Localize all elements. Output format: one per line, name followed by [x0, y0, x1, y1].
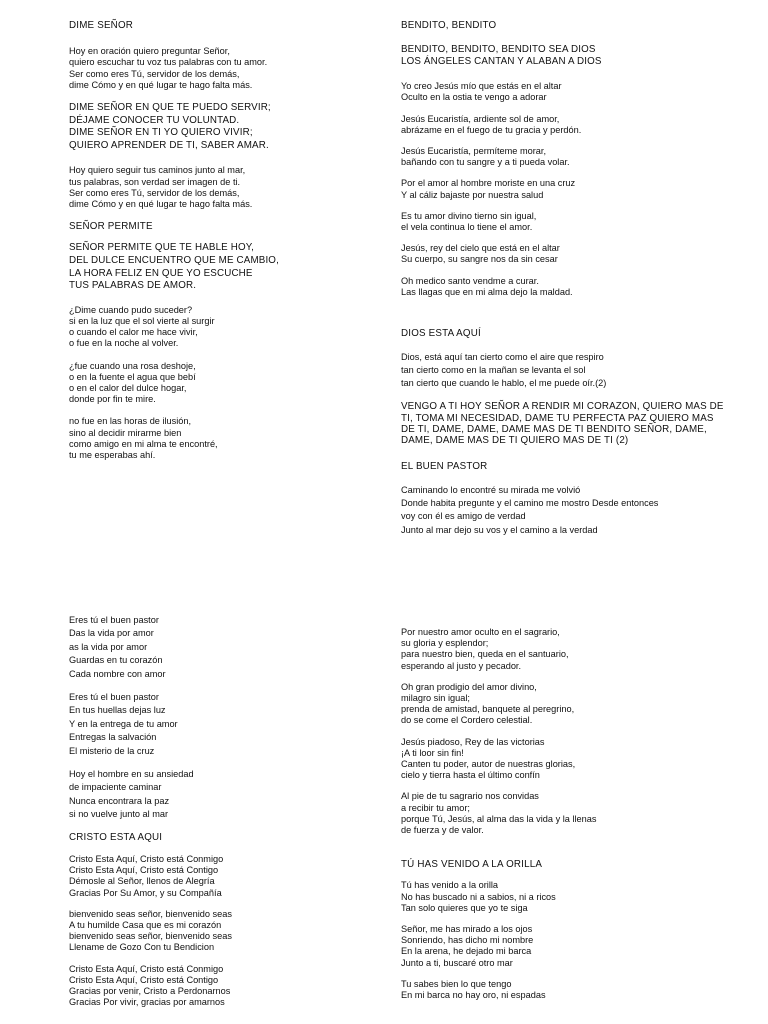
lyric-line: Su cuerpo, su sangre nos da sin cesar: [401, 254, 558, 265]
lyric-line: Hoy quiero seguir tus caminos junto al mar,: [69, 165, 246, 176]
lyric-line: si no vuelve junto al mar: [69, 809, 169, 820]
lyric-line: Nunca encontrara la paz: [69, 795, 170, 806]
lyric-line: Guardas en tu corazón: [69, 655, 163, 666]
verse: [401, 484, 731, 537]
chorus: VENGO A TI HOY SEÑOR A RENDIR MI CORAZON, QUIERO MAS DE TI, TOMA MI NECESIDAD, DAME TU PERFECTA PAZ QUIERO MAS DE TI, DAME, DAME, DAME MAS DE TI BENDITO SEÑOR, DAME, DAME, DAME MAS DE TI QUIERO MAS DE TI (2): [401, 401, 724, 447]
lyric-line: ¿Dime cuando pudo suceder?: [69, 304, 193, 315]
verse: [69, 691, 369, 758]
lyric-line: No has buscado ni a sabios, ni a ricos: [401, 891, 556, 902]
verse: [401, 791, 731, 836]
lyric-line: bienvenido seas señor, bienvenido seas: [69, 931, 232, 942]
song-title-senor-permite: SEÑOR PERMITE: [69, 221, 153, 233]
lyric-line: prenda de amistad, banquete al peregrino,: [401, 704, 575, 715]
lyric-line: Es tu amor divino tierno sin igual,: [401, 210, 537, 221]
lyric-line: tu me esperabas ahí.: [69, 450, 156, 461]
lyric-line: Cristo Esta Aquí, Cristo está Contigo: [69, 974, 219, 985]
song-title-dime-senor: DIME SEÑOR: [69, 20, 134, 31]
lyric-line: Por nuestro amor oculto en el sagrario,: [401, 627, 560, 637]
lyric-line: Al pie de tu sagrario nos convidas: [401, 791, 539, 802]
lyric-line: LA HORA FELIZ EN QUE YO ESCUCHE: [69, 267, 253, 279]
verse: [69, 361, 369, 406]
lyric-line: Tu sabes bien lo que tengo: [401, 978, 512, 989]
chorus: [69, 102, 369, 152]
song-title-cristo-esta-aqui: CRISTO ESTA AQUI: [69, 831, 163, 843]
lyric-line: a recibir tu amor;: [401, 802, 470, 813]
verse: [69, 909, 369, 954]
right-bottom-column: [401, 627, 731, 1001]
lyric-line: donde por fin te mire.: [69, 394, 156, 405]
lyric-line: abrázame en el fuego de tu gracia y perdón.: [401, 124, 582, 135]
right-top-column: [401, 20, 731, 537]
lyric-line: Cristo Esta Aquí, Cristo está Contigo: [69, 865, 219, 876]
lyric-line: Hoy el hombre en su ansiedad: [69, 769, 194, 780]
lyric-line: SEÑOR PERMITE QUE TE HABLE HOY,: [69, 242, 255, 254]
lyric-line: Por el amor al hombre moriste en una cruz: [401, 178, 576, 189]
lyric-line: TUS PALABRAS DE AMOR.: [69, 280, 197, 292]
lyric-line: o en la fuente el agua que bebí: [69, 371, 196, 382]
verse: [401, 924, 731, 969]
chorus: [401, 44, 731, 67]
verse: [401, 979, 731, 1001]
lyric-line: En tus huellas dejas luz: [69, 705, 166, 716]
song-title-tu-has-venido: TÚ HAS VENIDO A LA ORILLA: [401, 859, 543, 871]
lyric-line: Oh medico santo vendme a curar.: [401, 275, 539, 286]
lyric-line: el vela continua lo tiene el amor.: [401, 222, 533, 233]
lyric-line: DÉJAME CONOCER TU VOLUNTAD.: [69, 114, 240, 126]
lyric-line: Oculto en la ostia te vengo a adorar: [401, 92, 547, 103]
verse: [69, 305, 369, 350]
lyric-line: tan cierto que cuando le hablo, el me puede oír.(2): [401, 378, 607, 389]
lyric-line: milagro sin igual;: [401, 693, 470, 704]
lyric-line: Das la vida por amor: [69, 628, 154, 639]
verse: [401, 211, 731, 233]
verse: [69, 614, 369, 681]
lyric-line: Gracias Por vivir, gracias por amarnos: [69, 997, 225, 1008]
lyric-line: Démosle al Señor, llenos de Alegría: [69, 876, 215, 887]
lyric-line: Señor, me has mirado a los ojos: [401, 924, 533, 935]
verse: [69, 854, 369, 899]
verse: [401, 146, 731, 168]
lyric-line: como amigo en mi alma te encontré,: [69, 438, 218, 449]
lyric-line: Ser como eres Tú, servidor de los demás,: [69, 187, 240, 198]
lyric-line: Hoy en oración quiero preguntar Señor,: [69, 46, 230, 57]
lyric-line: Las llagas que en mi alma dejo la maldad.: [401, 286, 573, 297]
lyric-line: voy con él es amigo de verdad: [401, 511, 526, 522]
lyric-line: Cristo Esta Aquí, Cristo está Conmigo: [69, 853, 224, 864]
verse: [69, 46, 369, 91]
lyric-line: Gracias por venir, Cristo a Perdonarnos: [69, 985, 231, 996]
lyric-line: ¡A ti loor sin fin!: [401, 747, 464, 758]
lyric-line: Entregas la salvación: [69, 732, 157, 743]
lyric-line: Junto al mar dejo su vos y el camino a la verdad: [401, 524, 598, 535]
verse: [69, 165, 369, 210]
lyric-line: BENDITO, BENDITO, BENDITO SEA DIOS: [401, 44, 596, 56]
verse: [401, 276, 731, 298]
lyric-line: En la arena, he dejado mi barca: [401, 946, 532, 957]
verse: [401, 351, 731, 390]
lyric-line: Ser como eres Tú, servidor de los demás,: [69, 68, 240, 79]
lyric-line: de impaciente caminar: [69, 782, 162, 793]
lyric-line: dime Cómo y en qué lugar te hago falta más.: [69, 79, 253, 90]
verse: [401, 627, 731, 672]
lyric-line: Llename de Gozo Con tu Bendicion: [69, 942, 215, 953]
lyric-line: porque Tú, Jesús, al alma das la vida y la llenas: [401, 813, 597, 824]
left-bottom-column: [69, 614, 369, 1008]
lyric-line: Canten tu poder, autor de nuestras glorias,: [401, 759, 576, 770]
lyric-line: o cuando el calor me hace vivir,: [69, 327, 198, 338]
song-title-el-buen-pastor: EL BUEN PASTOR: [401, 461, 488, 473]
lyric-line: su gloria y esplendor;: [401, 638, 489, 649]
song-title-bendito: BENDITO, BENDITO: [401, 20, 497, 31]
left-top-column: [69, 20, 369, 461]
lyric-line: Dios, está aquí tan cierto como el aire que respiro: [401, 352, 604, 363]
lyric-line: dime Cómo y en qué lugar te hago falta más.: [69, 199, 253, 209]
lyric-line: o en el calor del dulce hogar,: [69, 383, 187, 393]
lyric-line: sino al decidir mirarme bien: [69, 427, 182, 438]
lyric-line: do se come el Cordero celestial.: [401, 715, 533, 726]
verse: [401, 243, 731, 265]
lyric-line: Yo creo Jesús mío que estás en el altar: [401, 81, 562, 92]
lyric-line: Cristo Esta Aquí, Cristo está Conmigo: [69, 963, 224, 974]
lyric-line: DIME SEÑOR EN QUE TE PUEDO SERVIR;: [69, 102, 271, 114]
lyric-line: Jesús Eucaristía, permíteme morar,: [401, 146, 547, 157]
lyric-line: Jesús, rey del cielo que está en el altar: [401, 243, 560, 254]
lyric-line: Jesús Eucaristía, ardiente sol de amor,: [401, 113, 560, 124]
lyric-line: DEL DULCE ENCUENTRO QUE ME CAMBIO,: [69, 255, 279, 266]
lyric-line: QUIERO APRENDER DE TI, SABER AMAR.: [69, 139, 269, 151]
lyric-line: Tan solo quieres que yo te siga: [401, 902, 528, 913]
lyric-line: ¿fue cuando una rosa deshoje,: [69, 360, 196, 371]
lyric-line: Caminando lo encontré su mirada me volvió: [401, 484, 581, 495]
lyric-line: Eres tú el buen pastor: [69, 692, 159, 703]
verse: [69, 964, 369, 1009]
lyric-line: de fuerza y de valor.: [401, 825, 484, 836]
lyric-line: esperando al justo y pecador.: [401, 660, 522, 671]
lyric-line: DIME SEÑOR EN TI YO QUIERO VIVIR;: [69, 127, 253, 139]
verse: [69, 768, 369, 822]
lyric-line: El misterio de la cruz: [69, 745, 155, 756]
verse: [401, 178, 731, 200]
lyric-line: tan cierto como en la mañan se levanta el sol: [401, 365, 586, 376]
lyric-line: o fue en la noche al volver.: [69, 338, 179, 349]
lyric-line: LOS ÁNGELES CANTAN Y ALABAN A DIOS: [401, 55, 602, 67]
song-title-dios-esta-aqui: DIOS ESTA AQUÍ: [401, 328, 481, 340]
lyric-line: Y al cáliz bajaste por nuestra salud: [401, 189, 544, 200]
verse: [401, 682, 731, 727]
lyric-line: Gracias Por Su Amor, y su Compañía: [69, 887, 222, 898]
lyric-line: Y en la entrega de tu amor: [69, 718, 178, 729]
lyric-line: Sonriendo, has dicho mi nombre: [401, 935, 534, 946]
verse: [69, 416, 369, 461]
lyric-line: Junto a ti, buscaré otro mar: [401, 957, 513, 968]
lyric-line: no fue en las horas de ilusión,: [69, 416, 192, 427]
lyric-line: bañando con tu sangre y a ti pueda volar.: [401, 157, 570, 168]
lyric-line: cielo y tierra hasta el último confín: [401, 770, 540, 781]
lyric-line: tus palabras, son verdad ser imagen de ti.: [69, 176, 241, 187]
lyric-line: Tú has venido a la orilla: [401, 880, 499, 891]
lyric-line: as la vida por amor: [69, 641, 148, 652]
lyric-line: Jesús piadoso, Rey de las victorias: [401, 736, 545, 747]
lyric-line: quiero escuchar tu voz tus palabras con tu amor.: [69, 57, 268, 68]
chorus: [69, 242, 369, 292]
verse: [401, 114, 731, 136]
lyric-line: A tu humilde Casa que es mi corazón: [69, 919, 222, 930]
lyric-line: Oh gran prodigio del amor divino,: [401, 681, 537, 692]
lyric-line: si en la luz que el sol vierte al surgir: [69, 315, 215, 326]
lyric-line: Eres tú el buen pastor: [69, 615, 159, 625]
lyric-line: para nuestro bien, queda en el santuario,: [401, 649, 569, 660]
verse: [401, 81, 731, 103]
verse: [401, 737, 731, 782]
lyric-line: bienvenido seas señor, bienvenido seas: [69, 908, 232, 919]
verse: [401, 880, 731, 914]
lyric-line: Donde habita pregunte y el camino me mostro Desde entonces: [401, 497, 659, 508]
lyric-line: En mi barca no hay oro, ni espadas: [401, 990, 546, 1001]
lyric-line: Cada nombre con amor: [69, 668, 166, 679]
